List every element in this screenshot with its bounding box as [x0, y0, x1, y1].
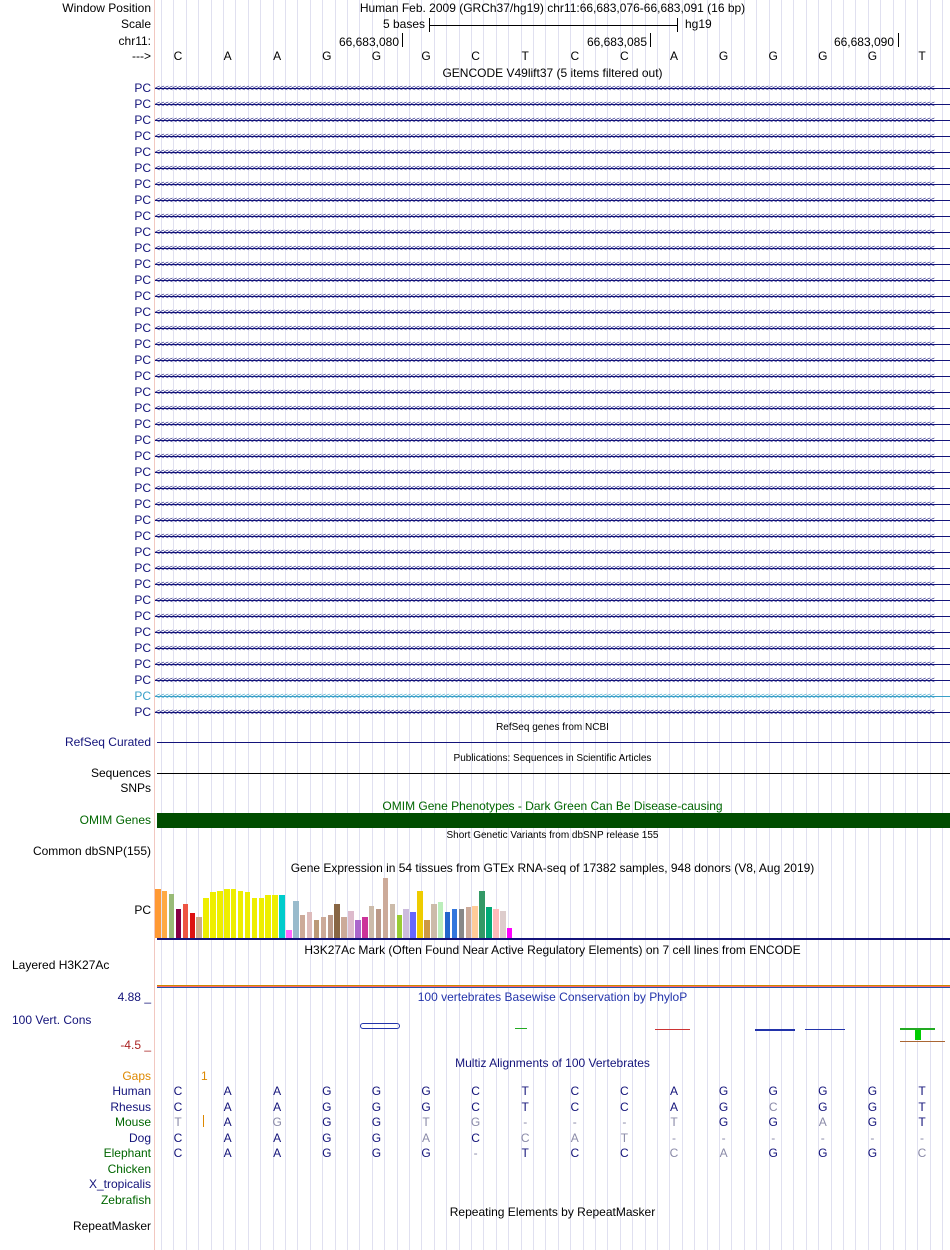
- alignment-base: G: [371, 1084, 382, 1098]
- sequence-base: A: [273, 49, 282, 63]
- alignment-base: A: [223, 1115, 232, 1129]
- alignment-base: C: [173, 1099, 183, 1114]
- alignment-base: A: [719, 1146, 728, 1160]
- species-label[interactable]: Human: [112, 1084, 151, 1098]
- alignment-base: C: [520, 1130, 530, 1145]
- gtex-bar-chart[interactable]: [155, 878, 535, 938]
- alignment-base: -: [870, 1130, 875, 1145]
- alignment-base: C: [471, 1084, 480, 1098]
- omim-caption: OMIM Gene Phenotypes - Dark Green Can Be Disease-causing: [382, 799, 723, 813]
- gencode-strand-arrows: <<<<<<<<<<<<<<<<<<<<<<<<<<<<<<<<<<<<<<<<<<<<<<<<<<<<<<<<<<<<<<<<<<<<<<<<<<<<<<<<<<<<<<<<<<<<<<<<<<<<<<<<<<<<<<<<<<<<<<<<<<<<<<<<<<<<<<<<<<<<<<<<<<<<<<<<<<<<<<<<<<<<<<<<<<<<<<<<<<<<<<<: [155, 515, 934, 525]
- gaps-label: Gaps: [122, 1069, 151, 1083]
- gencode-strand-arrows: <<<<<<<<<<<<<<<<<<<<<<<<<<<<<<<<<<<<<<<<<<<<<<<<<<<<<<<<<<<<<<<<<<<<<<<<<<<<<<<<<<<<<<<<<<<<<<<<<<<<<<<<<<<<<<<<<<<<<<<<<<<<<<<<<<<<<<<<<<<<<<<<<<<<<<<<<<<<<<<<<<<<<<<<<<<<<<<<<<<<<<<: [155, 563, 934, 573]
- gtex-tissue-bar[interactable]: [383, 878, 389, 938]
- gtex-tissue-bar[interactable]: [286, 930, 292, 938]
- gtex-tissue-bar[interactable]: [334, 904, 340, 938]
- scale-bar: [429, 25, 677, 26]
- gtex-tissue-bar[interactable]: [376, 909, 382, 938]
- gencode-row-label[interactable]: PC: [134, 561, 151, 575]
- gtex-label[interactable]: PC: [134, 903, 151, 917]
- gencode-strand-arrows: <<<<<<<<<<<<<<<<<<<<<<<<<<<<<<<<<<<<<<<<<<<<<<<<<<<<<<<<<<<<<<<<<<<<<<<<<<<<<<<<<<<<<<<<<<<<<<<<<<<<<<<<<<<<<<<<<<<<<<<<<<<<<<<<<<<<<<<<<<<<<<<<<<<<<<<<<<<<<<<<<<<<<<<<<<<<<<<<<<<<<<<: [155, 403, 934, 413]
- coord-label-3: 66,683,090: [833, 35, 894, 49]
- refseq-caption: RefSeq genes from NCBI: [496, 722, 609, 733]
- gencode-strand-arrows: <<<<<<<<<<<<<<<<<<<<<<<<<<<<<<<<<<<<<<<<<<<<<<<<<<<<<<<<<<<<<<<<<<<<<<<<<<<<<<<<<<<<<<<<<<<<<<<<<<<<<<<<<<<<<<<<<<<<<<<<<<<<<<<<<<<<<<<<<<<<<<<<<<<<<<<<<<<<<<<<<<<<<<<<<<<<<<<<<<<<<<<: [155, 643, 934, 653]
- alignment-base: G: [867, 1146, 878, 1160]
- alignment-base: C: [471, 1099, 480, 1114]
- sequence-base: G: [867, 49, 878, 63]
- sequence-base: A: [223, 49, 232, 63]
- gencode-strand-arrows: <<<<<<<<<<<<<<<<<<<<<<<<<<<<<<<<<<<<<<<<<<<<<<<<<<<<<<<<<<<<<<<<<<<<<<<<<<<<<<<<<<<<<<<<<<<<<<<<<<<<<<<<<<<<<<<<<<<<<<<<<<<<<<<<<<<<<<<<<<<<<<<<<<<<<<<<<<<<<<<<<<<<<<<<<<<<<<<<<<<<<<<: [155, 115, 934, 125]
- gtex-tissue-bar[interactable]: [369, 906, 375, 938]
- gencode-row-label[interactable]: PC: [134, 673, 151, 687]
- mouse-gap-mark: [203, 1115, 204, 1127]
- publications-line[interactable]: [157, 773, 950, 774]
- alignment-base: G: [718, 1099, 729, 1114]
- sequence-base: G: [421, 49, 431, 63]
- species-label[interactable]: Mouse: [114, 1115, 151, 1129]
- phylop-positive-mark: [360, 1023, 400, 1029]
- gencode-strand-arrows: <<<<<<<<<<<<<<<<<<<<<<<<<<<<<<<<<<<<<<<<<<<<<<<<<<<<<<<<<<<<<<<<<<<<<<<<<<<<<<<<<<<<<<<<<<<<<<<<<<<<<<<<<<<<<<<<<<<<<<<<<<<<<<<<<<<<<<<<<<<<<<<<<<<<<<<<<<<<<<<<<<<<<<<<<<<<<<<<<<<<<<<: [155, 275, 934, 285]
- gtex-tissue-bar[interactable]: [238, 891, 244, 938]
- alignment-base: T: [521, 1099, 529, 1114]
- gencode-row-label[interactable]: PC: [134, 481, 151, 495]
- gtex-tissue-bar[interactable]: [259, 898, 265, 938]
- gtex-tissue-bar[interactable]: [231, 889, 237, 938]
- gtex-tissue-bar[interactable]: [348, 911, 354, 938]
- alignment-base: G: [322, 1099, 332, 1114]
- gaps-value: 1: [201, 1069, 208, 1083]
- gencode-strand-arrows: <<<<<<<<<<<<<<<<<<<<<<<<<<<<<<<<<<<<<<<<<<<<<<<<<<<<<<<<<<<<<<<<<<<<<<<<<<<<<<<<<<<<<<<<<<<<<<<<<<<<<<<<<<<<<<<<<<<<<<<<<<<<<<<<<<<<<<<<<<<<<<<<<<<<<<<<<<<<<<<<<<<<<<<<<<<<<<<<<<<<<<<: [155, 163, 934, 173]
- alignment-base: G: [818, 1084, 828, 1098]
- coord-label-1: 66,683,080: [338, 35, 399, 49]
- gtex-tissue-bar[interactable]: [224, 889, 230, 938]
- gtex-tissue-bar[interactable]: [390, 904, 396, 938]
- gtex-tissue-bar[interactable]: [190, 913, 196, 938]
- gtex-tissue-bar[interactable]: [307, 912, 313, 938]
- gencode-row-label[interactable]: PC: [134, 433, 151, 447]
- gtex-tissue-bar[interactable]: [183, 904, 189, 938]
- gtex-tissue-bar[interactable]: [169, 894, 175, 938]
- sequence-base: A: [669, 49, 678, 63]
- gencode-strand-arrows: <<<<<<<<<<<<<<<<<<<<<<<<<<<<<<<<<<<<<<<<<<<<<<<<<<<<<<<<<<<<<<<<<<<<<<<<<<<<<<<<<<<<<<<<<<<<<<<<<<<<<<<<<<<<<<<<<<<<<<<<<<<<<<<<<<<<<<<<<<<<<<<<<<<<<<<<<<<<<<<<<<<<<<<<<<<<<<<<<<<<<<<: [155, 147, 934, 157]
- gencode-strand-arrows: <<<<<<<<<<<<<<<<<<<<<<<<<<<<<<<<<<<<<<<<<<<<<<<<<<<<<<<<<<<<<<<<<<<<<<<<<<<<<<<<<<<<<<<<<<<<<<<<<<<<<<<<<<<<<<<<<<<<<<<<<<<<<<<<<<<<<<<<<<<<<<<<<<<<<<<<<<<<<<<<<<<<<<<<<<<<<<<<<<<<<<<: [155, 307, 934, 317]
- gencode-row-label[interactable]: PC: [134, 129, 151, 143]
- alignment-base: C: [173, 1130, 183, 1145]
- gtex-tissue-bar[interactable]: [486, 907, 492, 938]
- phylop-mark: [805, 1029, 845, 1030]
- sequence-base: T: [918, 49, 926, 63]
- gencode-row-label[interactable]: PC: [134, 641, 151, 655]
- alignment-base: G: [322, 1130, 332, 1145]
- alignment-base: C: [917, 1146, 927, 1160]
- publications-caption: Publications: Sequences in Scientific Articles: [453, 753, 652, 764]
- gencode-row-label[interactable]: PC: [134, 305, 151, 319]
- gtex-tissue-bar[interactable]: [362, 917, 368, 938]
- gencode-row-label[interactable]: PC: [134, 417, 151, 431]
- phylop-mark: [755, 1029, 795, 1031]
- scale-text: 5 bases: [382, 17, 425, 31]
- gtex-tissue-bar[interactable]: [459, 909, 465, 938]
- gtex-tissue-bar[interactable]: [245, 892, 251, 938]
- alignment-base: G: [470, 1115, 481, 1129]
- alignment-base: T: [918, 1115, 926, 1129]
- alignment-base: G: [768, 1146, 778, 1160]
- gencode-row-label[interactable]: PC: [134, 625, 151, 639]
- alignment-base: G: [818, 1146, 828, 1160]
- alignment-base: T: [918, 1099, 926, 1114]
- gencode-strand-arrows: <<<<<<<<<<<<<<<<<<<<<<<<<<<<<<<<<<<<<<<<<<<<<<<<<<<<<<<<<<<<<<<<<<<<<<<<<<<<<<<<<<<<<<<<<<<<<<<<<<<<<<<<<<<<<<<<<<<<<<<<<<<<<<<<<<<<<<<<<<<<<<<<<<<<<<<<<<<<<<<<<<<<<<<<<<<<<<<<<<<<<<<: [155, 675, 934, 685]
- alignment-base: A: [223, 1130, 232, 1145]
- omim-gene-bar[interactable]: [157, 813, 950, 828]
- alignment-base: C: [570, 1099, 580, 1114]
- phylop-caption: 100 vertebrates Basewise Conservation by PhyloP: [417, 990, 688, 1004]
- gtex-tissue-bar[interactable]: [479, 891, 485, 938]
- chrom-label: chr11:: [118, 34, 151, 48]
- gtex-tissue-bar[interactable]: [314, 920, 320, 938]
- alignment-base: T: [670, 1115, 678, 1129]
- species-label[interactable]: Chicken: [107, 1161, 151, 1176]
- gencode-row-label[interactable]: PC: [134, 161, 151, 175]
- gencode-row-label[interactable]: PC: [134, 609, 151, 623]
- alignment-base: G: [371, 1146, 382, 1160]
- gtex-tissue-bar[interactable]: [472, 906, 478, 938]
- gencode-row-label[interactable]: PC: [134, 577, 151, 591]
- gtex-tissue-bar[interactable]: [500, 911, 506, 938]
- gtex-tissue-bar[interactable]: [252, 898, 258, 938]
- gencode-strand-arrows: <<<<<<<<<<<<<<<<<<<<<<<<<<<<<<<<<<<<<<<<<<<<<<<<<<<<<<<<<<<<<<<<<<<<<<<<<<<<<<<<<<<<<<<<<<<<<<<<<<<<<<<<<<<<<<<<<<<<<<<<<<<<<<<<<<<<<<<<<<<<<<<<<<<<<<<<<<<<<<<<<<<<<<<<<<<<<<<<<<<<<<<: [155, 83, 934, 93]
- alignment-base: G: [718, 1115, 729, 1129]
- gtex-tissue-bar[interactable]: [466, 907, 472, 938]
- gencode-row-label[interactable]: PC: [134, 209, 151, 223]
- alignment-base: -: [672, 1130, 676, 1145]
- gencode-row-label[interactable]: PC: [134, 81, 151, 95]
- sequence-base: G: [768, 49, 778, 63]
- gencode-row-label[interactable]: PC: [134, 353, 151, 367]
- coord-tick-2: [650, 33, 651, 47]
- alignment-base: G: [371, 1130, 382, 1145]
- h3k27ac-label[interactable]: Layered H3K27Ac: [12, 958, 110, 972]
- refseq-gene-line[interactable]: [157, 742, 950, 743]
- h3k27ac-caption: H3K27Ac Mark (Often Found Near Active Regulatory Elements) on 7 cell lines from ENCODE: [304, 943, 801, 957]
- alignment-base: G: [322, 1115, 332, 1129]
- phylop-mark: [915, 1030, 921, 1040]
- species-label[interactable]: Rhesus: [110, 1099, 151, 1114]
- gtex-tissue-bar[interactable]: [403, 909, 409, 938]
- alignment-base: C: [620, 1099, 629, 1114]
- multiz-caption: Multiz Alignments of 100 Vertebrates: [455, 1056, 650, 1070]
- sequences-label[interactable]: Sequences: [90, 766, 151, 780]
- phylop-min-label: -4.5 _: [120, 1038, 151, 1052]
- gtex-tissue-bar[interactable]: [431, 904, 437, 938]
- species-label[interactable]: Elephant: [103, 1146, 151, 1160]
- phylop-label[interactable]: 100 Vert. Cons: [12, 1013, 92, 1027]
- gtex-tissue-bar[interactable]: [196, 917, 202, 938]
- gtex-tissue-bar[interactable]: [445, 912, 451, 938]
- gtex-tissue-bar[interactable]: [155, 889, 161, 938]
- alignment-base: -: [721, 1130, 726, 1145]
- gencode-row-label[interactable]: PC: [134, 385, 151, 399]
- alignment-base: T: [422, 1115, 430, 1129]
- alignment-base: T: [174, 1115, 182, 1129]
- sequence-base: G: [818, 49, 828, 63]
- h3k27ac-signal-line-3: [157, 987, 950, 988]
- gencode-caption: GENCODE V49lift37 (5 items filtered out): [442, 66, 663, 80]
- gencode-strand-arrows: <<<<<<<<<<<<<<<<<<<<<<<<<<<<<<<<<<<<<<<<<<<<<<<<<<<<<<<<<<<<<<<<<<<<<<<<<<<<<<<<<<<<<<<<<<<<<<<<<<<<<<<<<<<<<<<<<<<<<<<<<<<<<<<<<<<<<<<<<<<<<<<<<<<<<<<<<<<<<<<<<<<<<<<<<<<<<<<<<<<<<<<: [155, 291, 934, 301]
- alignment-base: C: [173, 1146, 183, 1160]
- gencode-strand-arrows: <<<<<<<<<<<<<<<<<<<<<<<<<<<<<<<<<<<<<<<<<<<<<<<<<<<<<<<<<<<<<<<<<<<<<<<<<<<<<<<<<<<<<<<<<<<<<<<<<<<<<<<<<<<<<<<<<<<<<<<<<<<<<<<<<<<<<<<<<<<<<<<<<<<<<<<<<<<<<<<<<<<<<<<<<<<<<<<<<<<<<<<: [155, 595, 934, 605]
- gencode-row-label[interactable]: PC: [134, 465, 151, 479]
- gencode-strand-arrows: <<<<<<<<<<<<<<<<<<<<<<<<<<<<<<<<<<<<<<<<<<<<<<<<<<<<<<<<<<<<<<<<<<<<<<<<<<<<<<<<<<<<<<<<<<<<<<<<<<<<<<<<<<<<<<<<<<<<<<<<<<<<<<<<<<<<<<<<<<<<<<<<<<<<<<<<<<<<<<<<<<<<<<<<<<<<<<<<<<<<<<<: [155, 99, 934, 109]
- alignment-base: -: [622, 1115, 627, 1129]
- gencode-row-label[interactable]: PC: [134, 193, 151, 207]
- gencode-row-label[interactable]: PC: [134, 545, 151, 559]
- alignment-base: G: [421, 1099, 431, 1114]
- coord-tick-1: [402, 33, 403, 47]
- alignment-base: G: [371, 1099, 382, 1114]
- alignment-base: -: [473, 1146, 478, 1160]
- gencode-row-label[interactable]: PC: [134, 449, 151, 463]
- gencode-row-label[interactable]: PC: [134, 321, 151, 335]
- repeatmasker-label[interactable]: RepeatMasker: [72, 1219, 151, 1233]
- sequence-base: C: [173, 49, 183, 63]
- strand-label: --->: [132, 49, 151, 63]
- gencode-strand-arrows: <<<<<<<<<<<<<<<<<<<<<<<<<<<<<<<<<<<<<<<<<<<<<<<<<<<<<<<<<<<<<<<<<<<<<<<<<<<<<<<<<<<<<<<<<<<<<<<<<<<<<<<<<<<<<<<<<<<<<<<<<<<<<<<<<<<<<<<<<<<<<<<<<<<<<<<<<<<<<<<<<<<<<<<<<<<<<<<<<<<<<<<: [155, 707, 934, 717]
- gtex-tissue-bar[interactable]: [355, 920, 361, 938]
- sequence-base: C: [570, 49, 580, 63]
- gencode-strand-arrows: <<<<<<<<<<<<<<<<<<<<<<<<<<<<<<<<<<<<<<<<<<<<<<<<<<<<<<<<<<<<<<<<<<<<<<<<<<<<<<<<<<<<<<<<<<<<<<<<<<<<<<<<<<<<<<<<<<<<<<<<<<<<<<<<<<<<<<<<<<<<<<<<<<<<<<<<<<<<<<<<<<<<<<<<<<<<<<<<<<<<<<<: [155, 387, 934, 397]
- gtex-tissue-bar[interactable]: [210, 892, 216, 938]
- alignment-base: G: [421, 1084, 431, 1098]
- gtex-tissue-bar[interactable]: [493, 909, 499, 938]
- gencode-row-label[interactable]: PC: [134, 273, 151, 287]
- gencode-row-label[interactable]: PC: [134, 97, 151, 111]
- gencode-row-label[interactable]: PC: [134, 657, 151, 671]
- dbsnp-caption: Short Genetic Variants from dbSNP release 155: [446, 830, 659, 841]
- snps-label[interactable]: SNPs: [120, 781, 151, 795]
- gtex-baseline: [157, 938, 950, 940]
- gencode-strand-arrows: <<<<<<<<<<<<<<<<<<<<<<<<<<<<<<<<<<<<<<<<<<<<<<<<<<<<<<<<<<<<<<<<<<<<<<<<<<<<<<<<<<<<<<<<<<<<<<<<<<<<<<<<<<<<<<<<<<<<<<<<<<<<<<<<<<<<<<<<<<<<<<<<<<<<<<<<<<<<<<<<<<<<<<<<<<<<<<<<<<<<<<<: [155, 579, 934, 589]
- sequence-base: T: [521, 49, 529, 63]
- gtex-tissue-bar[interactable]: [341, 917, 347, 938]
- alignment-base: A: [223, 1099, 232, 1114]
- alignment-base: G: [421, 1146, 431, 1160]
- alignment-base: G: [867, 1115, 878, 1129]
- gencode-strand-arrows: <<<<<<<<<<<<<<<<<<<<<<<<<<<<<<<<<<<<<<<<<<<<<<<<<<<<<<<<<<<<<<<<<<<<<<<<<<<<<<<<<<<<<<<<<<<<<<<<<<<<<<<<<<<<<<<<<<<<<<<<<<<<<<<<<<<<<<<<<<<<<<<<<<<<<<<<<<<<<<<<<<<<<<<<<<<<<<<<<<<<<<<: [155, 227, 934, 237]
- alignment-base: C: [471, 1130, 480, 1145]
- gtex-tissue-bar[interactable]: [293, 901, 299, 938]
- alignment-base: A: [570, 1130, 579, 1145]
- gencode-row-label[interactable]: PC: [134, 113, 151, 127]
- gencode-row-label[interactable]: PC: [134, 689, 151, 703]
- gtex-tissue-bar[interactable]: [217, 891, 223, 938]
- alignment-base: -: [920, 1130, 924, 1145]
- alignment-base: C: [570, 1084, 580, 1098]
- alignment-base: A: [273, 1084, 282, 1098]
- alignment-base: A: [273, 1130, 282, 1145]
- gencode-strand-arrows: <<<<<<<<<<<<<<<<<<<<<<<<<<<<<<<<<<<<<<<<<<<<<<<<<<<<<<<<<<<<<<<<<<<<<<<<<<<<<<<<<<<<<<<<<<<<<<<<<<<<<<<<<<<<<<<<<<<<<<<<<<<<<<<<<<<<<<<<<<<<<<<<<<<<<<<<<<<<<<<<<<<<<<<<<<<<<<<<<<<<<<<: [155, 483, 934, 493]
- gtex-tissue-bar[interactable]: [438, 902, 444, 938]
- gencode-strand-arrows: <<<<<<<<<<<<<<<<<<<<<<<<<<<<<<<<<<<<<<<<<<<<<<<<<<<<<<<<<<<<<<<<<<<<<<<<<<<<<<<<<<<<<<<<<<<<<<<<<<<<<<<<<<<<<<<<<<<<<<<<<<<<<<<<<<<<<<<<<<<<<<<<<<<<<<<<<<<<<<<<<<<<<<<<<<<<<<<<<<<<<<<: [155, 531, 934, 541]
- gencode-row-label[interactable]: PC: [134, 593, 151, 607]
- gencode-strand-arrows: <<<<<<<<<<<<<<<<<<<<<<<<<<<<<<<<<<<<<<<<<<<<<<<<<<<<<<<<<<<<<<<<<<<<<<<<<<<<<<<<<<<<<<<<<<<<<<<<<<<<<<<<<<<<<<<<<<<<<<<<<<<<<<<<<<<<<<<<<<<<<<<<<<<<<<<<<<<<<<<<<<<<<<<<<<<<<<<<<<<<<<<: [155, 259, 934, 269]
- gencode-strand-arrows: <<<<<<<<<<<<<<<<<<<<<<<<<<<<<<<<<<<<<<<<<<<<<<<<<<<<<<<<<<<<<<<<<<<<<<<<<<<<<<<<<<<<<<<<<<<<<<<<<<<<<<<<<<<<<<<<<<<<<<<<<<<<<<<<<<<<<<<<<<<<<<<<<<<<<<<<<<<<<<<<<<<<<<<<<<<<<<<<<<<<<<<: [155, 659, 934, 669]
- alignment-base: A: [273, 1099, 282, 1114]
- gencode-row-label[interactable]: PC: [134, 497, 151, 511]
- repeatmasker-caption: Repeating Elements by RepeatMasker: [449, 1205, 656, 1219]
- gencode-row-label[interactable]: PC: [134, 241, 151, 255]
- alignment-base: A: [421, 1130, 430, 1145]
- alignment-base: C: [620, 1146, 629, 1160]
- species-label[interactable]: Zebrafish: [100, 1192, 151, 1207]
- coord-tick-3: [898, 33, 899, 47]
- gtex-tissue-bar[interactable]: [162, 891, 168, 938]
- alignment-base: C: [669, 1146, 679, 1160]
- alignment-base: -: [523, 1115, 528, 1129]
- alignment-base: G: [272, 1115, 282, 1129]
- alignment-base: A: [669, 1099, 678, 1114]
- gtex-tissue-bar[interactable]: [279, 895, 285, 938]
- gencode-row-label[interactable]: PC: [134, 289, 151, 303]
- sequence-base: C: [620, 49, 629, 63]
- alignment-base: C: [768, 1099, 778, 1114]
- gtex-tissue-bar[interactable]: [417, 891, 423, 938]
- sequence-base: G: [322, 49, 332, 63]
- track-area[interactable]: [155, 0, 950, 1250]
- gencode-row-label[interactable]: PC: [134, 145, 151, 159]
- coord-label-2: 66,683,085: [586, 35, 647, 49]
- alignment-base: G: [818, 1099, 828, 1114]
- alignment-base: G: [371, 1115, 382, 1129]
- alignment-base: G: [718, 1084, 729, 1098]
- gencode-strand-arrows: <<<<<<<<<<<<<<<<<<<<<<<<<<<<<<<<<<<<<<<<<<<<<<<<<<<<<<<<<<<<<<<<<<<<<<<<<<<<<<<<<<<<<<<<<<<<<<<<<<<<<<<<<<<<<<<<<<<<<<<<<<<<<<<<<<<<<<<<<<<<<<<<<<<<<<<<<<<<<<<<<<<<<<<<<<<<<<<<<<<<<<<: [155, 435, 934, 445]
- gencode-row-label[interactable]: PC: [134, 225, 151, 239]
- alignment-base: A: [223, 1084, 232, 1098]
- gtex-tissue-bar[interactable]: [321, 917, 327, 938]
- phylop-negative-mark: [655, 1029, 690, 1030]
- sequence-base: C: [471, 49, 480, 63]
- gencode-row-label[interactable]: PC: [134, 257, 151, 271]
- phylop-mark: [515, 1028, 527, 1029]
- gtex-caption: Gene Expression in 54 tissues from GTEx RNA-seq of 17382 samples, 948 donors (V8, Aug 2019): [290, 861, 815, 875]
- alignment-base: C: [173, 1084, 183, 1098]
- gencode-row-label[interactable]: PC: [134, 401, 151, 415]
- alignment-base: T: [918, 1084, 926, 1098]
- gencode-strand-arrows: <<<<<<<<<<<<<<<<<<<<<<<<<<<<<<<<<<<<<<<<<<<<<<<<<<<<<<<<<<<<<<<<<<<<<<<<<<<<<<<<<<<<<<<<<<<<<<<<<<<<<<<<<<<<<<<<<<<<<<<<<<<<<<<<<<<<<<<<<<<<<<<<<<<<<<<<<<<<<<<<<<<<<<<<<<<<<<<<<<<<<<<: [155, 627, 934, 637]
- alignment-base: G: [322, 1084, 332, 1098]
- sequence-base: G: [371, 49, 382, 63]
- alignment-base: G: [867, 1084, 878, 1098]
- alignment-base: -: [820, 1130, 825, 1145]
- track-labels: [0, 0, 153, 1250]
- gtex-tissue-bar[interactable]: [507, 928, 513, 938]
- gencode-strand-arrows: <<<<<<<<<<<<<<<<<<<<<<<<<<<<<<<<<<<<<<<<<<<<<<<<<<<<<<<<<<<<<<<<<<<<<<<<<<<<<<<<<<<<<<<<<<<<<<<<<<<<<<<<<<<<<<<<<<<<<<<<<<<<<<<<<<<<<<<<<<<<<<<<<<<<<<<<<<<<<<<<<<<<<<<<<<<<<<<<<<<<<<<: [155, 243, 934, 253]
- gencode-strand-arrows: <<<<<<<<<<<<<<<<<<<<<<<<<<<<<<<<<<<<<<<<<<<<<<<<<<<<<<<<<<<<<<<<<<<<<<<<<<<<<<<<<<<<<<<<<<<<<<<<<<<<<<<<<<<<<<<<<<<<<<<<<<<<<<<<<<<<<<<<<<<<<<<<<<<<<<<<<<<<<<<<<<<<<<<<<<<<<<<<<<<<<<<: [155, 179, 934, 189]
- gencode-strand-arrows: <<<<<<<<<<<<<<<<<<<<<<<<<<<<<<<<<<<<<<<<<<<<<<<<<<<<<<<<<<<<<<<<<<<<<<<<<<<<<<<<<<<<<<<<<<<<<<<<<<<<<<<<<<<<<<<<<<<<<<<<<<<<<<<<<<<<<<<<<<<<<<<<<<<<<<<<<<<<<<<<<<<<<<<<<<<<<<<<<<<<<<<: [155, 611, 934, 621]
- position-title: Human Feb. 2009 (GRCh37/hg19) chr11:66,683,076-66,683,091 (16 bp): [359, 1, 746, 15]
- gencode-row-label[interactable]: PC: [134, 177, 151, 191]
- gencode-row-label[interactable]: PC: [134, 705, 151, 719]
- alignment-base: G: [867, 1099, 878, 1114]
- refseq-label[interactable]: RefSeq Curated: [64, 735, 151, 749]
- alignment-base: C: [570, 1146, 580, 1160]
- gencode-strand-arrows: <<<<<<<<<<<<<<<<<<<<<<<<<<<<<<<<<<<<<<<<<<<<<<<<<<<<<<<<<<<<<<<<<<<<<<<<<<<<<<<<<<<<<<<<<<<<<<<<<<<<<<<<<<<<<<<<<<<<<<<<<<<<<<<<<<<<<<<<<<<<<<<<<<<<<<<<<<<<<<<<<<<<<<<<<<<<<<<<<<<<<<<: [155, 371, 934, 381]
- gtex-tissue-bar[interactable]: [397, 915, 403, 938]
- gtex-tissue-bar[interactable]: [424, 920, 430, 938]
- alignment-base: A: [223, 1146, 232, 1160]
- gencode-strand-arrows: <<<<<<<<<<<<<<<<<<<<<<<<<<<<<<<<<<<<<<<<<<<<<<<<<<<<<<<<<<<<<<<<<<<<<<<<<<<<<<<<<<<<<<<<<<<<<<<<<<<<<<<<<<<<<<<<<<<<<<<<<<<<<<<<<<<<<<<<<<<<<<<<<<<<<<<<<<<<<<<<<<<<<<<<<<<<<<<<<<<<<<<: [155, 131, 934, 141]
- gencode-strand-arrows: <<<<<<<<<<<<<<<<<<<<<<<<<<<<<<<<<<<<<<<<<<<<<<<<<<<<<<<<<<<<<<<<<<<<<<<<<<<<<<<<<<<<<<<<<<<<<<<<<<<<<<<<<<<<<<<<<<<<<<<<<<<<<<<<<<<<<<<<<<<<<<<<<<<<<<<<<<<<<<<<<<<<<<<<<<<<<<<<<<<<<<<: [155, 451, 934, 461]
- gencode-row-label[interactable]: PC: [134, 529, 151, 543]
- gencode-strand-arrows: <<<<<<<<<<<<<<<<<<<<<<<<<<<<<<<<<<<<<<<<<<<<<<<<<<<<<<<<<<<<<<<<<<<<<<<<<<<<<<<<<<<<<<<<<<<<<<<<<<<<<<<<<<<<<<<<<<<<<<<<<<<<<<<<<<<<<<<<<<<<<<<<<<<<<<<<<<<<<<<<<<<<<<<<<<<<<<<<<<<<<<<: [155, 467, 934, 477]
- alignment-base: G: [768, 1115, 778, 1129]
- alignment-base: -: [771, 1130, 776, 1145]
- gencode-strand-arrows: <<<<<<<<<<<<<<<<<<<<<<<<<<<<<<<<<<<<<<<<<<<<<<<<<<<<<<<<<<<<<<<<<<<<<<<<<<<<<<<<<<<<<<<<<<<<<<<<<<<<<<<<<<<<<<<<<<<<<<<<<<<<<<<<<<<<<<<<<<<<<<<<<<<<<<<<<<<<<<<<<<<<<<<<<<<<<<<<<<<<<<<: [155, 419, 934, 429]
- dbsnp-label[interactable]: Common dbSNP(155): [32, 844, 151, 858]
- gencode-row-label[interactable]: PC: [134, 513, 151, 527]
- gtex-tissue-bar[interactable]: [300, 915, 306, 938]
- phylop-max-label: 4.88 _: [117, 990, 151, 1004]
- alignment-base: T: [620, 1130, 629, 1145]
- gtex-tissue-bar[interactable]: [272, 895, 278, 938]
- gencode-row-label[interactable]: PC: [134, 369, 151, 383]
- species-label[interactable]: Dog: [128, 1130, 151, 1145]
- window-position-label: Window Position: [62, 1, 151, 15]
- alignment-base: G: [768, 1084, 778, 1098]
- gencode-strand-arrows: <<<<<<<<<<<<<<<<<<<<<<<<<<<<<<<<<<<<<<<<<<<<<<<<<<<<<<<<<<<<<<<<<<<<<<<<<<<<<<<<<<<<<<<<<<<<<<<<<<<<<<<<<<<<<<<<<<<<<<<<<<<<<<<<<<<<<<<<<<<<<<<<<<<<<<<<<<<<<<<<<<<<<<<<<<<<<<<<<<<<<<<: [155, 547, 934, 557]
- gtex-tissue-bar[interactable]: [328, 915, 334, 938]
- gencode-strand-arrows: <<<<<<<<<<<<<<<<<<<<<<<<<<<<<<<<<<<<<<<<<<<<<<<<<<<<<<<<<<<<<<<<<<<<<<<<<<<<<<<<<<<<<<<<<<<<<<<<<<<<<<<<<<<<<<<<<<<<<<<<<<<<<<<<<<<<<<<<<<<<<<<<<<<<<<<<<<<<<<<<<<<<<<<<<<<<<<<<<<<<<<<: [155, 691, 934, 701]
- gtex-tissue-bar[interactable]: [452, 909, 458, 938]
- alignment-base: G: [322, 1146, 332, 1160]
- alignment-base: -: [572, 1115, 577, 1129]
- gtex-tissue-bar[interactable]: [410, 912, 416, 938]
- gencode-strand-arrows: <<<<<<<<<<<<<<<<<<<<<<<<<<<<<<<<<<<<<<<<<<<<<<<<<<<<<<<<<<<<<<<<<<<<<<<<<<<<<<<<<<<<<<<<<<<<<<<<<<<<<<<<<<<<<<<<<<<<<<<<<<<<<<<<<<<<<<<<<<<<<<<<<<<<<<<<<<<<<<<<<<<<<<<<<<<<<<<<<<<<<<<: [155, 355, 934, 365]
- alignment-base: T: [521, 1146, 529, 1160]
- gencode-strand-arrows: <<<<<<<<<<<<<<<<<<<<<<<<<<<<<<<<<<<<<<<<<<<<<<<<<<<<<<<<<<<<<<<<<<<<<<<<<<<<<<<<<<<<<<<<<<<<<<<<<<<<<<<<<<<<<<<<<<<<<<<<<<<<<<<<<<<<<<<<<<<<<<<<<<<<<<<<<<<<<<<<<<<<<<<<<<<<<<<<<<<<<<<: [155, 323, 934, 333]
- species-label[interactable]: X_tropicalis: [88, 1177, 151, 1191]
- gtex-tissue-bar[interactable]: [203, 898, 209, 938]
- gencode-strand-arrows: <<<<<<<<<<<<<<<<<<<<<<<<<<<<<<<<<<<<<<<<<<<<<<<<<<<<<<<<<<<<<<<<<<<<<<<<<<<<<<<<<<<<<<<<<<<<<<<<<<<<<<<<<<<<<<<<<<<<<<<<<<<<<<<<<<<<<<<<<<<<<<<<<<<<<<<<<<<<<<<<<<<<<<<<<<<<<<<<<<<<<<<: [155, 211, 934, 221]
- gencode-strand-arrows: <<<<<<<<<<<<<<<<<<<<<<<<<<<<<<<<<<<<<<<<<<<<<<<<<<<<<<<<<<<<<<<<<<<<<<<<<<<<<<<<<<<<<<<<<<<<<<<<<<<<<<<<<<<<<<<<<<<<<<<<<<<<<<<<<<<<<<<<<<<<<<<<<<<<<<<<<<<<<<<<<<<<<<<<<<<<<<<<<<<<<<<: [155, 339, 934, 349]
- gencode-strand-arrows: <<<<<<<<<<<<<<<<<<<<<<<<<<<<<<<<<<<<<<<<<<<<<<<<<<<<<<<<<<<<<<<<<<<<<<<<<<<<<<<<<<<<<<<<<<<<<<<<<<<<<<<<<<<<<<<<<<<<<<<<<<<<<<<<<<<<<<<<<<<<<<<<<<<<<<<<<<<<<<<<<<<<<<<<<<<<<<<<<<<<<<<: [155, 195, 934, 205]
- alignment-base: T: [521, 1084, 529, 1098]
- alignment-base: A: [273, 1146, 282, 1160]
- scale-bar-right-tick: [677, 18, 678, 32]
- gtex-tissue-bar[interactable]: [176, 909, 182, 938]
- gtex-tissue-bar[interactable]: [265, 895, 271, 938]
- alignment-base: A: [818, 1115, 827, 1129]
- gencode-row-label[interactable]: PC: [134, 337, 151, 351]
- gencode-strand-arrows: <<<<<<<<<<<<<<<<<<<<<<<<<<<<<<<<<<<<<<<<<<<<<<<<<<<<<<<<<<<<<<<<<<<<<<<<<<<<<<<<<<<<<<<<<<<<<<<<<<<<<<<<<<<<<<<<<<<<<<<<<<<<<<<<<<<<<<<<<<<<<<<<<<<<<<<<<<<<<<<<<<<<<<<<<<<<<<<<<<<<<<<: [155, 499, 934, 509]
- phylop-mark: [900, 1041, 945, 1042]
- alignment-base: C: [620, 1084, 629, 1098]
- omim-label[interactable]: OMIM Genes: [79, 813, 151, 827]
- sequence-base: G: [718, 49, 729, 63]
- scale-label: Scale: [120, 17, 151, 31]
- assembly-text: hg19: [685, 17, 712, 31]
- alignment-base: A: [669, 1084, 678, 1098]
